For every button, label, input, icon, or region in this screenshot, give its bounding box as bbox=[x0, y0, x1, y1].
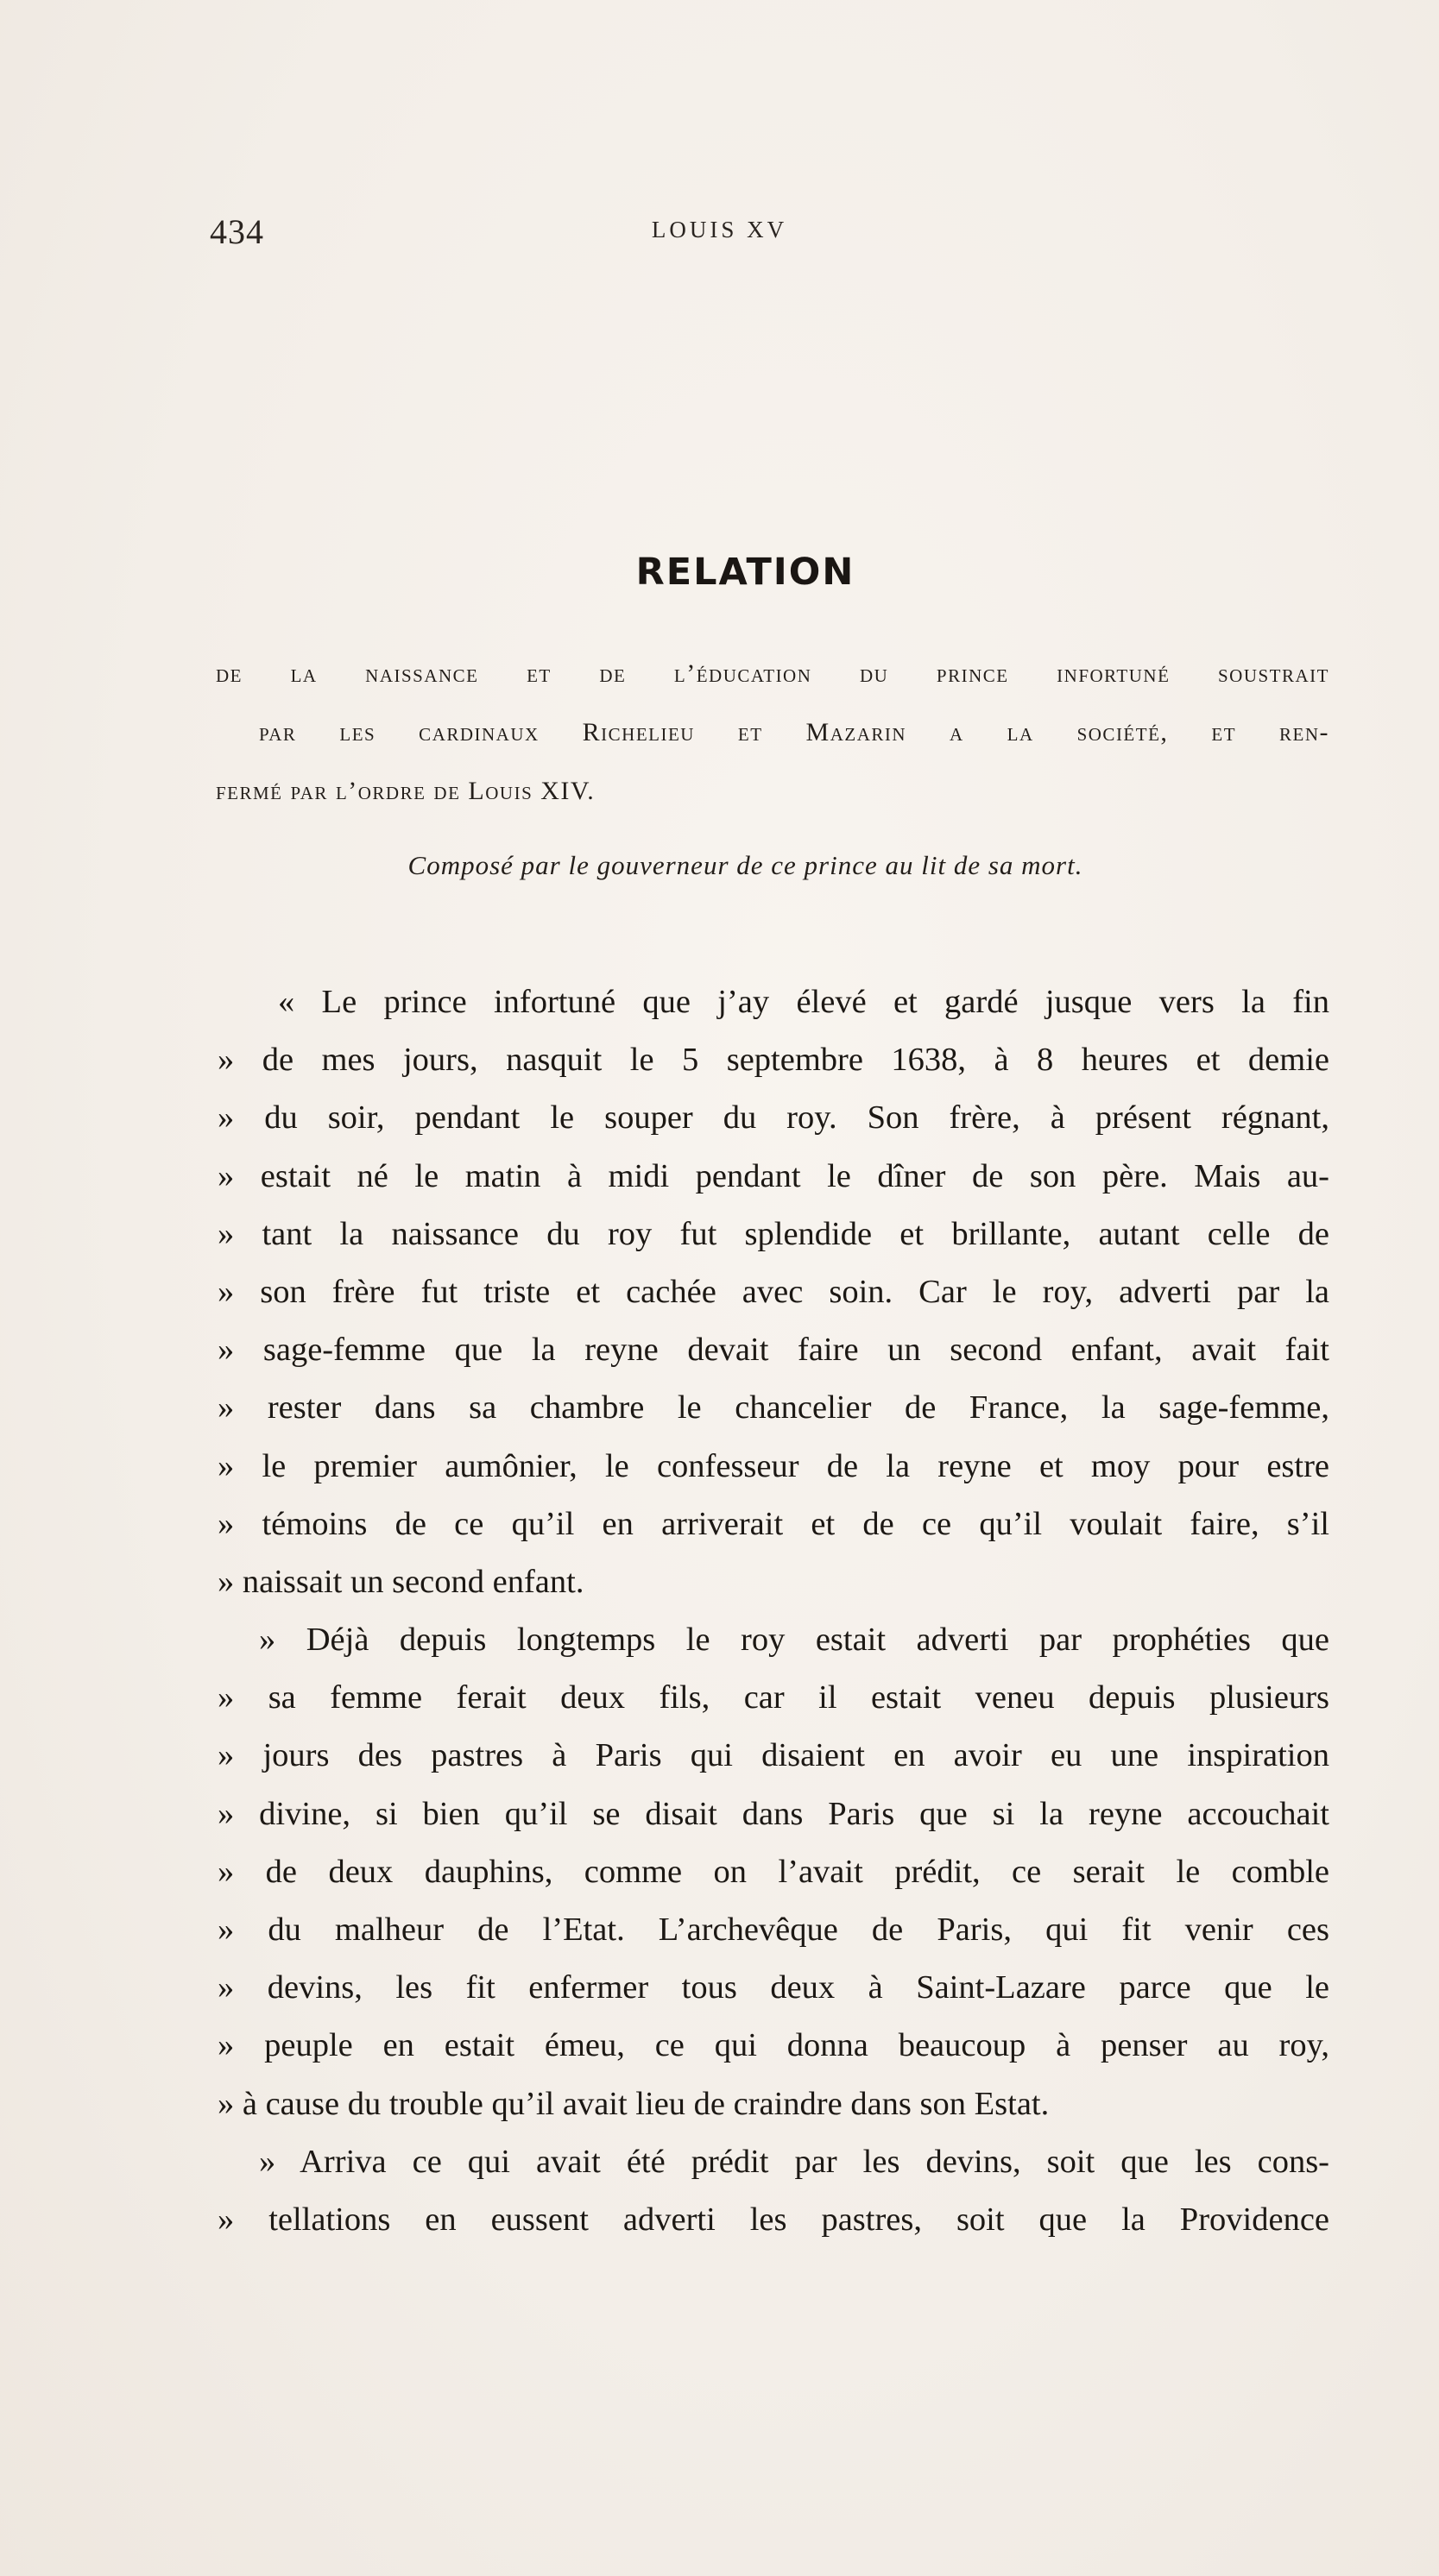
page-number: 434 bbox=[210, 212, 264, 251]
body-line: » sa femme ferait deux fils, car il estait veneu depuis plusieurs bbox=[218, 1679, 1329, 1716]
body-line: » estait né le matin à midi pendant le dîner de son père. Mais au- bbox=[218, 1157, 1329, 1194]
body-line: » divine, si bien qu’il se disait dans Paris que si la reyne accouchait bbox=[218, 1795, 1329, 1832]
body-line: » devins, les fit enfermer tous deux à Saint-Lazare parce que le bbox=[218, 1969, 1329, 2006]
running-head bbox=[0, 211, 1439, 255]
subtitle-line: de la naissance et de l’éducation du prince infortuné soustrait bbox=[216, 659, 1329, 688]
attribution: Composé par le gouverneur de ce prince au lit de sa mort. bbox=[407, 850, 1083, 880]
body-line: « Le prince infortuné que j’ay élevé et gardé jusque vers la fin bbox=[278, 984, 1329, 1020]
body-line: » son frère fut triste et cachée avec soin. Car le roy, adverti par la bbox=[218, 1273, 1329, 1310]
body-line: » le premier aumônier, le confesseur de la reyne et moy pour estre bbox=[218, 1447, 1329, 1484]
body-text bbox=[218, 973, 1329, 2249]
section-subtitle bbox=[216, 645, 1329, 821]
body-line: » rester dans sa chambre le chancelier de France, la sage-femme, bbox=[218, 1389, 1329, 1427]
body-line: » du soir, pendant le souper du roy. Son frère, à présent régnant, bbox=[218, 1099, 1329, 1137]
body-line: » tant la naissance du roy fut splendide et brillante, autant celle de bbox=[218, 1215, 1329, 1252]
body-line: » tellations en eussent adverti les pastres, soit que la Providence bbox=[218, 2201, 1329, 2238]
section-title: RELATION bbox=[635, 551, 855, 594]
body-line: » sage-femme que la reyne devait faire un second enfant, avait fait bbox=[218, 1332, 1329, 1369]
body-line: » du malheur de l’Etat. L’archevêque de Paris, qui fit venir ces bbox=[218, 1912, 1329, 1948]
running-title: LOUIS XV bbox=[651, 217, 788, 242]
subtitle-line: fermé par l’ordre de Louis XIV. bbox=[216, 777, 596, 805]
body-line: » de mes jours, nasquit le 5 septembre 1638, à 8 heures et demie bbox=[218, 1042, 1329, 1079]
body-line: » jours des pastres à Paris qui disaient en avoir eu une inspiration bbox=[218, 1737, 1329, 1774]
body-line: » témoins de ce qu’il en arriverait et de ce qu’il voulait faire, s’il bbox=[218, 1505, 1329, 1542]
body-line: » naissait un second enfant. bbox=[218, 1563, 584, 1600]
body-line: » Déjà depuis longtemps le roy estait adverti par prophéties que bbox=[259, 1622, 1329, 1659]
body-line: » Arriva ce qui avait été prédit par les devins, soit que les cons- bbox=[259, 2143, 1329, 2180]
body-line: » à cause du trouble qu’il avait lieu de craindre dans son Estat. bbox=[218, 2085, 1050, 2122]
subtitle-line: par les cardinaux Richelieu et Mazarin a la société, et ren- bbox=[259, 718, 1329, 746]
body-line: » peuple en estait émeu, ce qui donna beaucoup à penser au roy, bbox=[218, 2027, 1329, 2064]
body-line: » de deux dauphins, comme on l’avait prédit, ce serait le comble bbox=[218, 1853, 1329, 1890]
